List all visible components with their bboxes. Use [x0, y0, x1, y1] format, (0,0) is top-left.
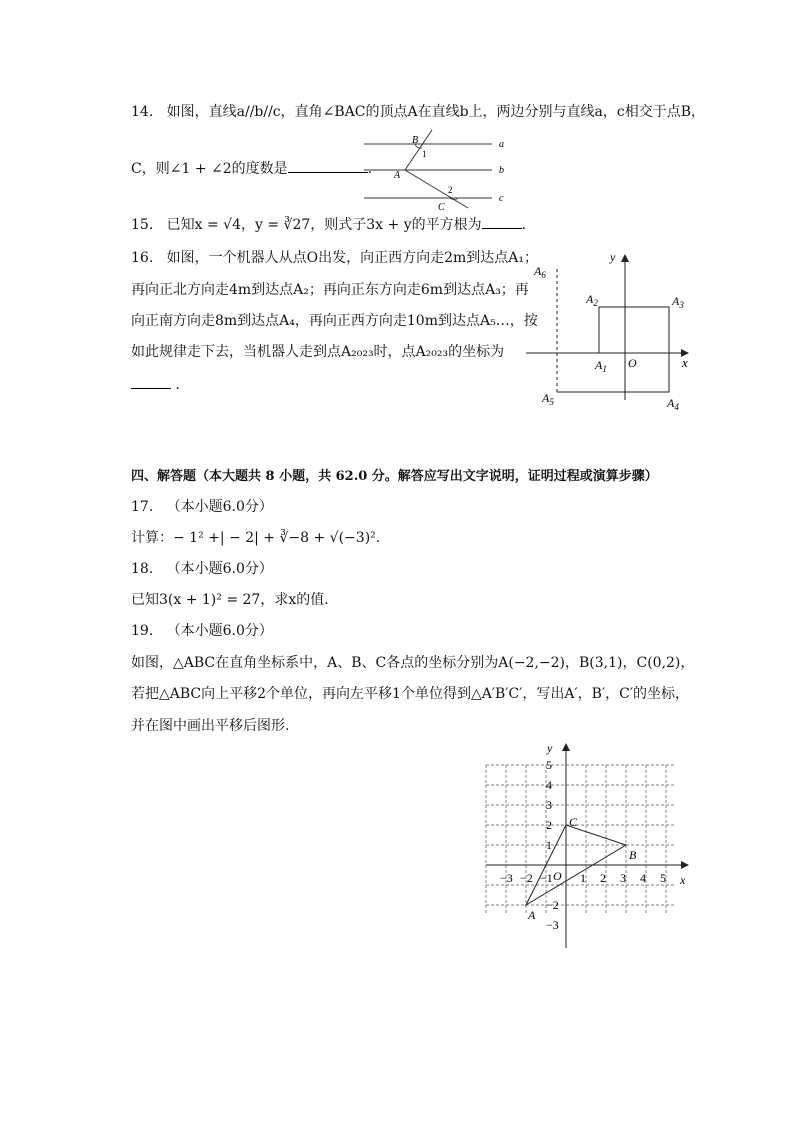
label-a: a [499, 139, 504, 150]
q18-score: （本小题6.0分） [166, 561, 273, 577]
label-A: A [394, 170, 401, 181]
label-2: 2 [448, 185, 453, 195]
q16-text-line3: 向正南方向走8m到达点A₄，再向正西方向走10m到达点A₅…，按 [131, 313, 538, 329]
y-tick-label: −2 [546, 898, 559, 912]
x-tick-label: −3 [500, 871, 513, 885]
q16-text-line4: 如此规律走下去，当机器人走到点A₂₀₂₃时，点A₂₀₂₃的坐标为 [131, 344, 505, 360]
q14-parallel-lines-figure [360, 126, 520, 214]
q16-text-line2: 再向正北方向走4m到达点A₂；再向正东方向走6m到达点A₃；再 [131, 282, 529, 298]
q14-line1 [131, 102, 705, 122]
label-B: B [412, 135, 419, 146]
point-A-label: A [528, 908, 536, 922]
q14-text-line2: C，则∠1 + ∠2的度数是 [131, 161, 288, 177]
point-C-label: C [569, 815, 578, 829]
label-c: c [499, 193, 504, 204]
q16-number: 16. [131, 250, 154, 266]
label-A2: $A_2$ [586, 292, 598, 308]
q17-header [131, 497, 273, 517]
q15-number: 15. [131, 217, 154, 233]
grid-lines [486, 765, 676, 915]
axis-y-label: y [610, 250, 616, 264]
ray-ac [405, 170, 468, 208]
label-C: C [438, 202, 445, 213]
x-tick-label: −1 [540, 871, 553, 885]
axis-y-label: y [547, 741, 553, 755]
q19-coordinate-grid-figure [484, 738, 694, 950]
q15-line: 15. 已知x = √4，y = ∛27，则式子3x + y的平方根为 . [131, 217, 527, 233]
q19-header [131, 621, 273, 641]
q18-header [131, 559, 273, 579]
q19-text-line3: 并在图中画出平移后图形. [131, 718, 290, 734]
q17-number: 17. [131, 499, 154, 515]
q17-text: 计算：− 1² +| − 2| + ∛−8 + √(−3)². [131, 530, 381, 546]
q14-text-line1: 如图，直线a//b//c，直角∠BAC的顶点A在直线b上，两边分别与直线a，c相交于点B， [166, 104, 706, 120]
origin-label: O [628, 356, 637, 370]
x-tick-label: −2 [520, 871, 533, 885]
label-A1: $A_1$ [595, 358, 607, 374]
q14-line2: C，则∠1 + ∠2的度数是 . [131, 161, 373, 177]
x-tick-label: 4 [640, 871, 646, 885]
q17-score: （本小题6.0分） [166, 499, 273, 515]
y-tick-label: 5 [546, 758, 552, 772]
q19-text-line1: 如图，△ABC在直角坐标系中，A、B、C各点的坐标分别为A(−2,−2)，B(3,1)，C(0,2)， [131, 655, 695, 671]
point-B-label: B [629, 848, 637, 862]
q16-line1 [131, 248, 538, 268]
q16-answer-blank[interactable] [131, 376, 171, 389]
robot-path [557, 307, 669, 392]
label-b: b [499, 165, 504, 176]
y-tick-label: 4 [546, 778, 552, 792]
q19-text-line2: 若把△ABC向上平移2个单位，再向左平移1个单位得到△A′B′C′，写出A′，B′，C′的坐标， [131, 686, 690, 702]
q19-number: 19. [131, 623, 154, 639]
q16-line4 [131, 342, 504, 362]
q14-number: 14. [131, 104, 154, 120]
q18-text: 已知3(x + 1)² = 27，求x的值. [131, 592, 329, 608]
q15-answer-blank[interactable] [482, 216, 522, 229]
label-1: 1 [422, 149, 427, 159]
q16-line5: . [131, 375, 180, 395]
q16-line3 [131, 311, 538, 331]
q16-robot-path-figure [522, 245, 697, 413]
label-A6: $A_6$ [534, 264, 546, 280]
q16-line2 [131, 280, 529, 300]
axis-x-label: x [682, 355, 688, 370]
y-tick-label: −3 [546, 918, 559, 932]
x-tick-label: 3 [620, 871, 626, 885]
y-tick-label: 3 [546, 798, 552, 812]
y-tick-label: 1 [546, 838, 552, 852]
x-tick-label: 5 [660, 871, 666, 885]
q18-number: 18. [131, 561, 154, 577]
axis-x-label: x [680, 873, 686, 887]
q19-score: （本小题6.0分） [166, 623, 273, 639]
label-A4: $A_4$ [667, 396, 679, 412]
x-tick-label: 2 [600, 871, 606, 885]
origin-label: O [553, 869, 562, 883]
label-A3: $A_3$ [672, 294, 684, 310]
q16-text-line1: 如图，一个机器人从点O出发，向正西方向走2m到达点A₁； [166, 250, 539, 266]
label-A5: $A_5$ [542, 391, 554, 407]
x-tick-label: 1 [580, 871, 586, 885]
q14-answer-blank[interactable] [288, 160, 368, 173]
section4-heading: 四、解答题（本大题共 8 小题，共 62.0 分。解答应写出文字说明，证明过程或演算步骤） [131, 469, 658, 484]
ray-ab [405, 130, 432, 170]
y-tick-label: 2 [546, 818, 552, 832]
q15-text: 已知x = √4，y = ∛27，则式子3x + y的平方根为 [166, 217, 482, 233]
